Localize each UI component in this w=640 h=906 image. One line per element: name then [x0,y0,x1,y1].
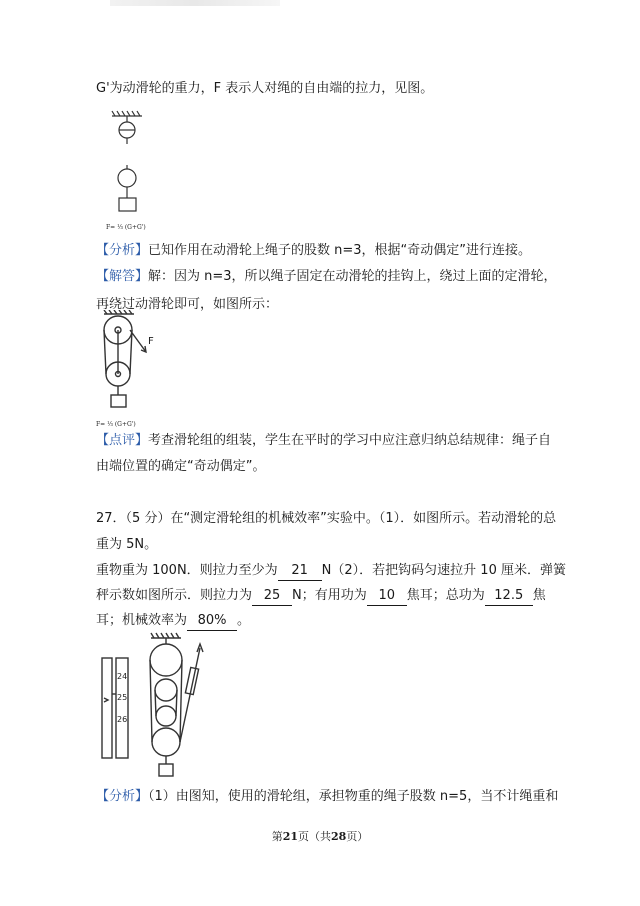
fixed-pulley-large [150,644,182,676]
comment-line1 [96,432,551,450]
scale-ruler-left [102,658,112,758]
movable-pulley-small [156,706,176,726]
solution-1-line1 [96,268,557,286]
fixed-pulley-small [155,679,177,701]
analysis-2-text: （1）由图知，使用的滑轮组，承担物重的绳子股数 n=5，当不计绳重和 [148,789,559,804]
intro-text: G'为动滑轮的重力，F 表示人对绳的自由端的拉力，见图。 [96,81,434,96]
question-27-line1: 27．（5 分）在“测定滑轮组的机械效率”实验中。（1）．如图所示。若动滑轮的总 [96,511,557,526]
scale-tick-25: 25 [117,693,128,702]
formula-label: F= ⅓ (G+G') [96,421,136,428]
page-footer: 第21页（共28页） [271,830,369,843]
scan-artifact [110,0,280,6]
answer-efficiency: 80% [187,612,237,631]
pulley-figure-1 [106,110,176,235]
pull-rope [180,648,200,742]
comment-tag: 【点评】 [96,433,149,448]
question-27-line2: 重为 5N。 [96,537,158,552]
load-block [111,395,126,407]
solution-tag: 【解答】 [96,269,149,284]
analysis-tag: 【分析】 [96,243,149,258]
question-27-line3: 重物重为 100N．则拉力至少为 21 N（2）．若把钩码匀速拉升 10 厘米．弹簧 [96,562,566,581]
total-pages: 28 [331,830,347,843]
question-27-line5: 耳；机械效率为 80% 。 [96,612,250,631]
load-block [119,198,136,211]
force-label: F [148,336,154,347]
formula-label: F= ⅓ (G+G') [106,224,146,231]
analysis-1 [96,242,531,260]
answer-pull: 25 [252,587,292,606]
analysis-2 [96,788,558,806]
spring-scale [185,667,198,694]
movable-pulley-large [152,728,180,756]
scale-tick-26: 26 [117,715,128,724]
scale-tick-24: 24 [117,672,128,681]
pulley-figure-3 [96,632,226,780]
page-number: 21 [282,830,298,843]
pulley-figure-2 [96,310,176,432]
solution-text-1: 解：因为 n=3，所以绳子固定在动滑轮的挂钩上，绕过上面的定滑轮， [148,269,557,284]
movable-pulley [118,169,136,187]
answer-force: 21 [278,562,322,581]
comment-line2: 由端位置的确定“奇动偶定”。 [96,459,266,474]
answer-total-work: 12.5 [485,587,533,606]
answer-useful-work: 10 [367,587,407,606]
analysis-text: 已知作用在动滑轮上绳子的股数 n=3，根据“奇动偶定”进行连接。 [148,243,532,258]
solution-1-line2: 再绕过动滑轮即可，如图所示： [96,297,279,312]
analysis-2-tag: 【分析】 [96,789,149,804]
free-rope [130,330,146,352]
load-block [159,764,173,776]
question-27-line4: 秤示数如图所示．则拉力为 25 N；有用功为 10 焦耳；总功为 12.5 焦 [96,587,546,606]
comment-text-1: 考查滑轮组的组装，学生在平时的学习中应注意归纳总结规律：绳子自 [148,433,552,448]
